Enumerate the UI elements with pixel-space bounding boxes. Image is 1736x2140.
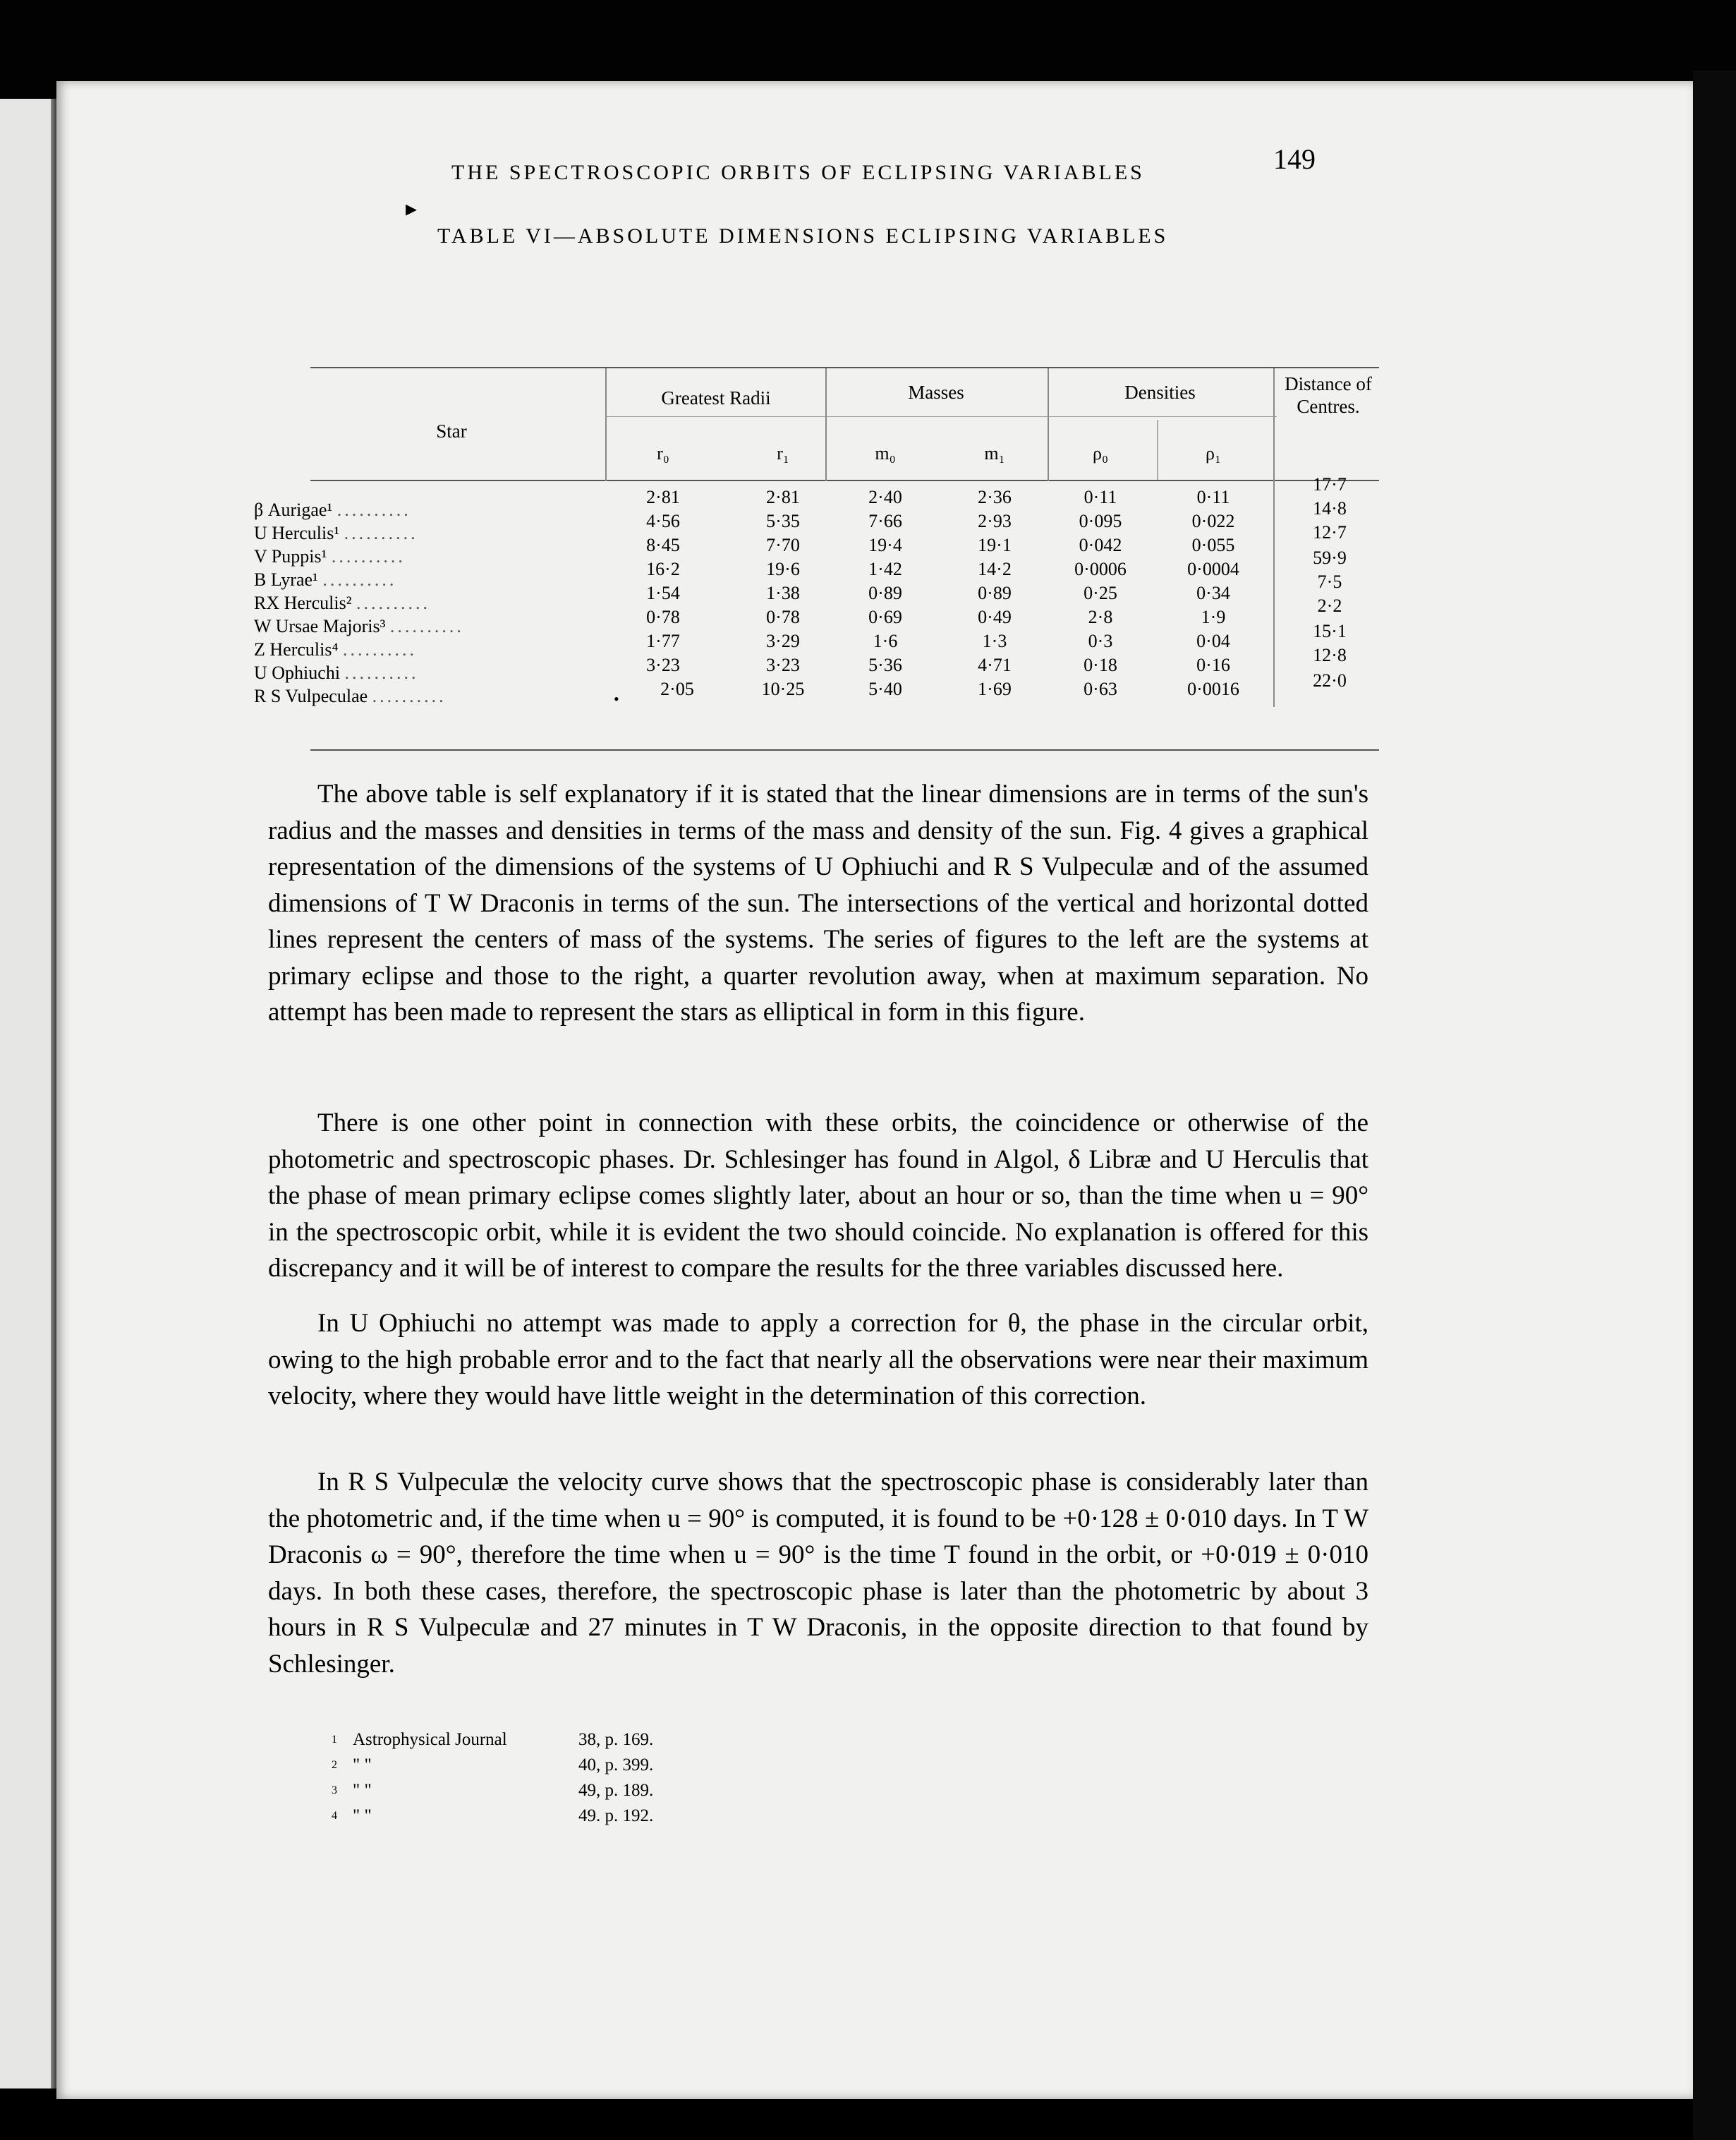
cell-m0: 1·6 bbox=[873, 631, 898, 651]
body-paragraph: In R S Vulpeculæ the velocity curve shows that the spectroscopic phase is considerably later than the photometric and, if the time when u = 90° is computed, it is found to be +0·128 ± 0·010 days. In T W Draconis ω = 90°, therefore the time when u = 90° is the time T found in the orbit, or +0·019 ± 0·010 days. In both these cases, therefore, the spectroscopic phase is later than the photometric by about 3 hours in R S Vulpeculæ and 27 minutes in T W Draconis, in the opposite direction to that found by Schlesinger. bbox=[268, 1468, 1368, 1679]
star-label: RX Herculis² bbox=[254, 593, 352, 613]
facing-page-edge bbox=[0, 99, 56, 2088]
m0-header: m₀ bbox=[875, 443, 896, 464]
footnote-source: " " bbox=[353, 1781, 372, 1800]
table-divider bbox=[1157, 420, 1158, 480]
cell-m1: 0·89 bbox=[978, 583, 1012, 603]
cell-rho0: 0·042 bbox=[1079, 535, 1122, 555]
cell-m0: 2·40 bbox=[868, 487, 902, 507]
cell-rho1: 0·34 bbox=[1196, 583, 1230, 603]
cell-m1: 2·36 bbox=[978, 487, 1012, 507]
cell-m1: 0·49 bbox=[978, 607, 1012, 627]
footnote-ref: 49. p. 192. bbox=[578, 1806, 654, 1825]
cell-rho1: 0·0016 bbox=[1187, 679, 1239, 699]
star-label: W Ursae Majoris³ bbox=[254, 616, 386, 636]
row-bullet: • bbox=[614, 690, 619, 708]
cell-r1: 0·78 bbox=[766, 607, 800, 627]
star-label: B Lyrae¹ bbox=[254, 569, 318, 590]
cell-r1: 2·81 bbox=[766, 487, 800, 507]
cell-distance: 2·2 bbox=[1317, 596, 1342, 616]
cell-rho0: 0·63 bbox=[1084, 679, 1117, 699]
cell-m1: 1·3 bbox=[982, 631, 1007, 651]
leader-dots: .......... bbox=[336, 500, 411, 520]
cell-distance: 17·7 bbox=[1313, 474, 1347, 495]
cell-m1: 2·93 bbox=[978, 511, 1012, 531]
cell-rho0: 0·25 bbox=[1084, 583, 1117, 603]
film-border-right bbox=[1693, 71, 1736, 2140]
star-name bbox=[254, 616, 464, 637]
star-name bbox=[254, 500, 411, 521]
cell-rho0: 0·11 bbox=[1084, 487, 1117, 507]
table-group-rule bbox=[607, 416, 1277, 417]
cell-rho1: 0·0004 bbox=[1187, 559, 1239, 579]
cell-distance: 12·7 bbox=[1313, 522, 1347, 543]
rho1-header: ρ₁ bbox=[1205, 443, 1222, 464]
masses-header: Masses bbox=[908, 382, 964, 403]
footnote-mark: 4 bbox=[332, 1810, 337, 1822]
star-name bbox=[254, 523, 418, 544]
cell-m1: 4·71 bbox=[978, 655, 1012, 675]
cell-m0: 7·66 bbox=[868, 511, 902, 531]
cell-m1: 1·69 bbox=[978, 679, 1012, 699]
table-top-rule bbox=[310, 367, 1379, 368]
page-gutter-shadow bbox=[51, 99, 56, 2088]
cell-rho1: 0·04 bbox=[1196, 631, 1230, 651]
cell-rho1: 0·16 bbox=[1196, 655, 1230, 675]
cell-distance: 15·1 bbox=[1313, 621, 1347, 641]
body-paragraph: The above table is self explanatory if it is stated that the linear dimensions are in terms of the sun's radius and the masses and densities in terms of the mass and density of the sun. Fig. 4 gives a graphical representation of the dimensions of the systems of U Ophiuchi and R S Vulpeculæ and of the assumed dimensions of T W Draconis in terms of the sun. The intersections of the vertical and horizontal dotted lines represent the centers of mass of the systems. The series of figures to the left are the systems at primary eclipse and those to the right, a quarter revolution away, when at maximum separation. No attempt has been made to represent the stars as elliptical in form in this figure. bbox=[268, 780, 1368, 1027]
star-name bbox=[254, 593, 430, 614]
footnote bbox=[332, 1803, 653, 1829]
cell-r1: 5·35 bbox=[766, 511, 800, 531]
star-label: V Puppis¹ bbox=[254, 546, 327, 567]
footnote-mark: 1 bbox=[332, 1734, 337, 1746]
cell-m0: 19·4 bbox=[868, 535, 902, 555]
table-bottom-rule bbox=[310, 749, 1379, 751]
star-label: Z Herculis⁴ bbox=[254, 639, 339, 660]
footnote-source: " " bbox=[353, 1806, 372, 1825]
rho0-header: ρ₀ bbox=[1092, 443, 1109, 464]
leader-dots: .......... bbox=[356, 593, 430, 613]
table-header-rule bbox=[310, 480, 1379, 481]
leader-dots: .......... bbox=[331, 546, 406, 567]
cell-distance: 12·8 bbox=[1313, 645, 1347, 665]
footnote bbox=[332, 1727, 653, 1753]
footnote bbox=[332, 1778, 653, 1803]
table-divider bbox=[1273, 368, 1275, 707]
cell-r1: 3·29 bbox=[766, 631, 800, 651]
m1-header: m₁ bbox=[984, 443, 1005, 464]
cell-rho1: 1·9 bbox=[1201, 607, 1226, 627]
cell-r1: 1·38 bbox=[766, 583, 800, 603]
cell-rho1: 0·11 bbox=[1196, 487, 1230, 507]
cell-r1: 10·25 bbox=[761, 679, 805, 699]
densities-header: Densities bbox=[1124, 382, 1196, 403]
cell-rho0: 0·095 bbox=[1079, 511, 1122, 531]
cell-r0: 2·81 bbox=[646, 487, 680, 507]
cell-r0: 2·05 bbox=[660, 679, 694, 699]
cell-m0: 5·40 bbox=[868, 679, 902, 699]
cell-rho1: 0·022 bbox=[1191, 511, 1235, 531]
table-title: TABLE VI—ABSOLUTE DIMENSIONS ECLIPSING VARIABLES bbox=[437, 224, 1169, 248]
r0-header: r₀ bbox=[657, 443, 669, 464]
cell-r0: 0·78 bbox=[646, 607, 680, 627]
cell-r0: 3·23 bbox=[646, 655, 680, 675]
cell-distance: 7·5 bbox=[1317, 572, 1342, 592]
leader-dots: .......... bbox=[322, 569, 397, 590]
leader-dots: .......... bbox=[343, 639, 418, 660]
star-label: β Aurigae¹ bbox=[254, 500, 333, 520]
cell-m0: 1·42 bbox=[868, 559, 902, 579]
distance-header: Distance of Centres. bbox=[1285, 373, 1372, 418]
star-name bbox=[254, 569, 396, 591]
cell-r0: 8·45 bbox=[646, 535, 680, 555]
star-column-header: Star bbox=[436, 421, 467, 442]
cell-distance: 59·9 bbox=[1313, 548, 1347, 568]
footnote-source: " " bbox=[353, 1755, 372, 1775]
page-number: 149 bbox=[1273, 143, 1316, 175]
cell-r1: 19·6 bbox=[766, 559, 800, 579]
cell-rho0: 0·18 bbox=[1084, 655, 1117, 675]
star-name bbox=[254, 663, 419, 684]
footnote-mark: 3 bbox=[332, 1784, 337, 1796]
footnote-mark: 2 bbox=[332, 1759, 337, 1771]
cell-rho0: 0·3 bbox=[1088, 631, 1113, 651]
footnote-ref: 38, p. 169. bbox=[578, 1730, 654, 1749]
cell-rho0: 0·0006 bbox=[1074, 559, 1127, 579]
cell-m1: 19·1 bbox=[978, 535, 1012, 555]
leader-dots: .......... bbox=[372, 686, 447, 706]
leader-dots: .......... bbox=[344, 523, 418, 543]
body-paragraph: In U Ophiuchi no attempt was made to apply a correction for θ, the phase in the circular orbit, owing to the high probable error and to the fact that nearly all the observations were near their maximum velocity, where they would have little weight in the determination of this correction. bbox=[268, 1309, 1368, 1410]
body-paragraph: There is one other point in connection with these orbits, the coincidence or otherwise of the photometric and spectroscopic phases. Dr. Schlesinger has found in Algol, δ Libræ and U Herculis that the phase of mean primary eclipse comes slightly later, about an hour or so, than the time when u = 90° in the spectroscopic orbit, while it is evident the two should coincide. No explanation is offered for this discrepancy and it will be of interest to compare the results for the three variables discussed here. bbox=[268, 1108, 1368, 1283]
footnote-ref: 40, p. 399. bbox=[578, 1755, 654, 1775]
leader-dots: .......... bbox=[389, 616, 464, 636]
cell-r0: 1·77 bbox=[646, 631, 680, 651]
star-name bbox=[254, 686, 447, 707]
star-label: R S Vulpeculae bbox=[254, 686, 368, 706]
cell-distance: 14·8 bbox=[1313, 498, 1347, 519]
cell-rho1: 0·055 bbox=[1191, 535, 1235, 555]
running-head: THE SPECTROSCOPIC ORBITS OF ECLIPSING VARIABLES bbox=[451, 161, 1145, 184]
leader-dots: .......... bbox=[344, 663, 419, 683]
cell-r0: 1·54 bbox=[646, 583, 680, 603]
cell-r0: 16·2 bbox=[646, 559, 680, 579]
cell-distance: 22·0 bbox=[1313, 670, 1347, 691]
footnote bbox=[332, 1753, 653, 1778]
margin-mark: ▸ bbox=[406, 195, 418, 221]
cell-m0: 0·69 bbox=[868, 607, 902, 627]
cell-r1: 3·23 bbox=[766, 655, 800, 675]
cell-m1: 14·2 bbox=[978, 559, 1012, 579]
table-divider bbox=[605, 368, 607, 481]
cell-r0: 4·56 bbox=[646, 511, 680, 531]
cell-rho0: 2·8 bbox=[1088, 607, 1113, 627]
r1-header: r₁ bbox=[777, 443, 789, 464]
cell-m0: 0·89 bbox=[868, 583, 902, 603]
footnote-source: Astrophysical Journal bbox=[353, 1730, 507, 1749]
star-label: U Herculis¹ bbox=[254, 523, 340, 543]
radii-header: Greatest Radii bbox=[661, 387, 771, 409]
star-label: U Ophiuchi bbox=[254, 663, 341, 683]
footnotes bbox=[332, 1727, 653, 1829]
cell-m0: 5·36 bbox=[868, 655, 902, 675]
star-name bbox=[254, 546, 406, 567]
cell-r1: 7·70 bbox=[766, 535, 800, 555]
star-name bbox=[254, 639, 417, 660]
footnote-ref: 49, p. 189. bbox=[578, 1781, 654, 1800]
